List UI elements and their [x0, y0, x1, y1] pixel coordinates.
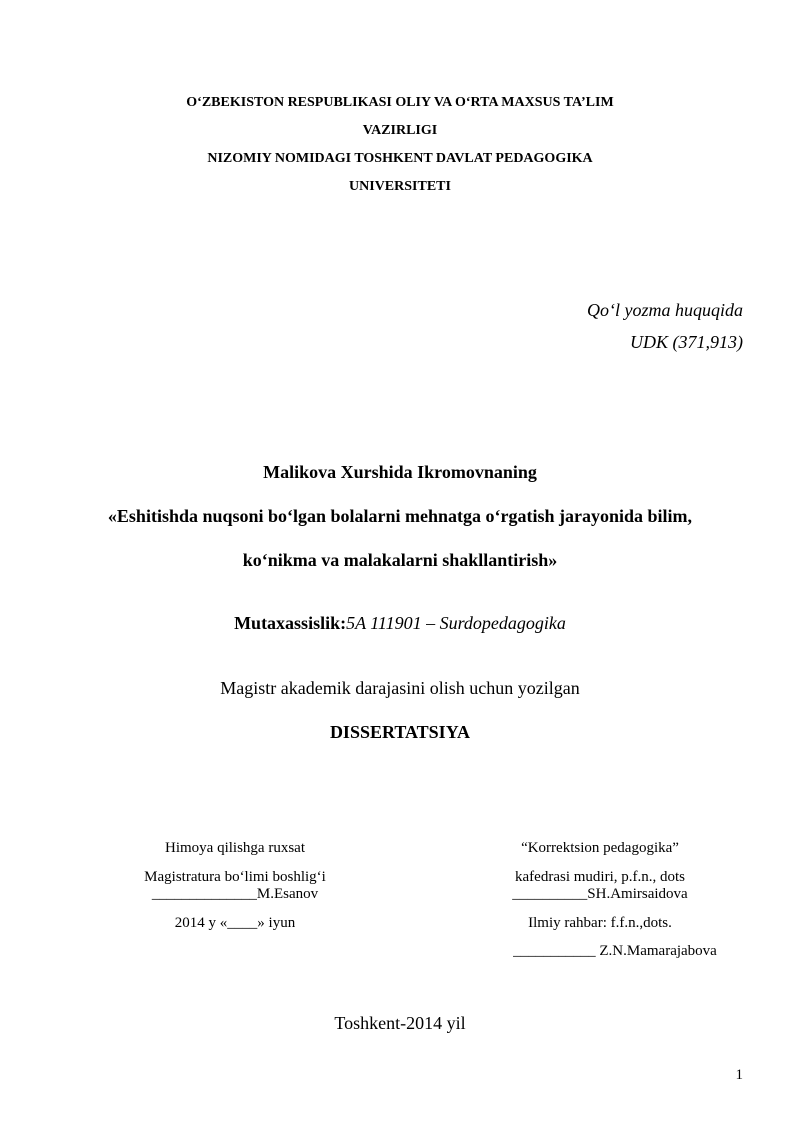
- author-name: Malikova Xurshida Ikromovnaning: [263, 462, 537, 482]
- department-name: “Korrektsion pedagogika”: [521, 840, 679, 856]
- specialty-label: Mutaxassislik:: [234, 613, 347, 633]
- master-dept-head-signature: ______________M.Esanov: [151, 886, 319, 902]
- udk-code: UDK (371,913): [630, 332, 743, 352]
- thesis-title-line-1: «Eshitishda nuqsoni bo‘lgan bolalarni mehnatga o‘rgatish jarayonida bilim,: [107, 506, 693, 526]
- page-number: 1: [735, 1067, 743, 1083]
- specialty-value: 5A 111901 – Surdopedagogika: [346, 613, 566, 633]
- document-type: DISSERTATSIYA: [329, 722, 471, 742]
- defense-permission: Himoya qilishga ruxsat: [165, 840, 305, 856]
- header-line-1: O‘ZBEKISTON RESPUBLIKASI OLIY VA O‘RTA MAXSUS TA’LIM: [186, 95, 614, 110]
- degree-line: Magistr akademik darajasini olish uchun yozilgan: [220, 678, 580, 698]
- supervisor-signature: ___________ Z.N.Mamarajabova: [513, 943, 717, 959]
- master-dept-head-title: Magistratura bo‘limi boshlig‘i: [144, 869, 326, 885]
- header-line-4: UNIVERSITETI: [349, 179, 451, 194]
- defense-date: 2014 y «____» iyun: [174, 915, 296, 931]
- place-year: Toshkent-2014 yil: [334, 1013, 466, 1033]
- department-head-title: kafedrasi mudiri, p.f.n., dots: [515, 869, 685, 885]
- header-line-2: VAZIRLIGI: [362, 123, 438, 138]
- department-head-signature: __________SH.Amirsaidova: [512, 886, 688, 902]
- specialty: [0, 613, 800, 634]
- copyright-notice: Qo‘l yozma huquqida: [587, 300, 743, 320]
- supervisor-title: Ilmiy rahbar: f.f.n.,dots.: [528, 915, 672, 931]
- header-line-3: NIZOMIY NOMIDAGI TOSHKENT DAVLAT PEDAGOGIKA: [207, 151, 593, 166]
- thesis-title-line-2: ko‘nikma va malakalarni shakllantirish»: [242, 550, 558, 570]
